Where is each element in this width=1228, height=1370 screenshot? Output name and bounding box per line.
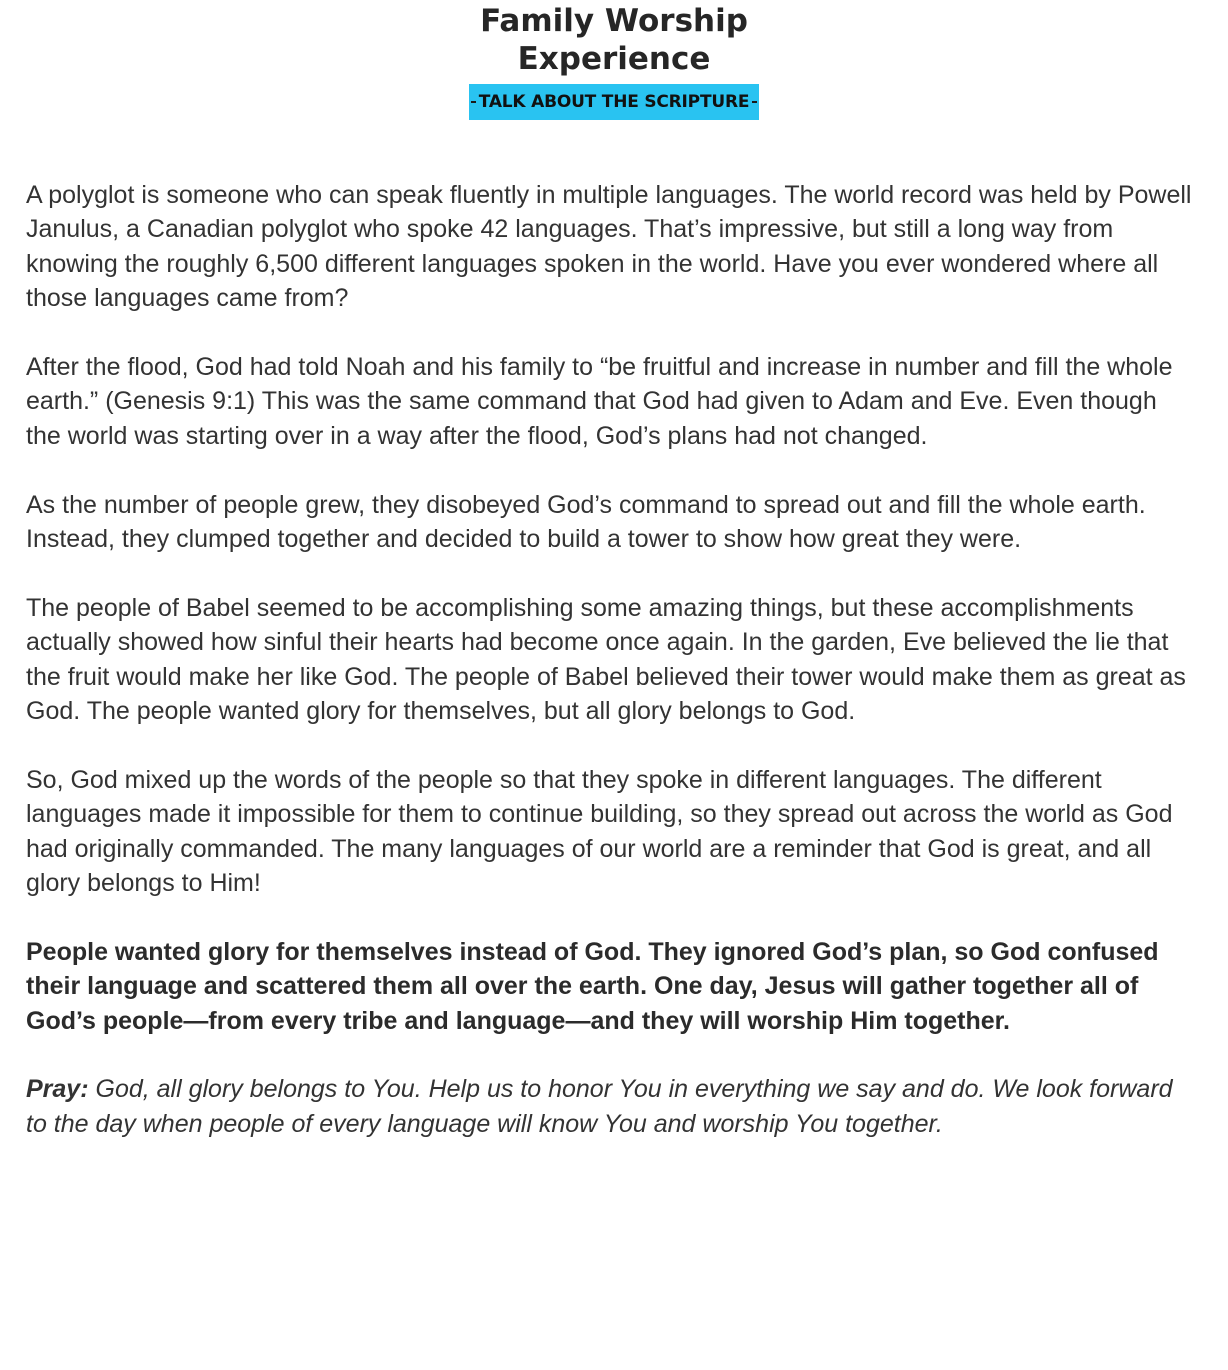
article-body	[26, 178, 1196, 1141]
page-title	[0, 0, 1228, 78]
paragraph-people-grew: As the number of people grew, they disobeyed God’s command to spread out and fill the whole earth. Instead, they clumped together and decided to build a tower to show how great they were.	[26, 490, 1146, 554]
paragraph-languages: So, God mixed up the words of the people so that they spoke in different languages. The different languages made it impossible for them to continue building, so they spread out across the world as God had originally commanded. The many languages of our world are a reminder that God is great, and all glory belongs to Him!	[26, 765, 1173, 898]
paragraph-after-flood: After the flood, God had told Noah and his family to “be fruitful and increase in number and fill the whole earth.” (Genesis 9:1) This was the same command that God had given to Adam and Eve. Even though the world was starting over in a way after the flood, God’s plans had not changed.	[26, 353, 1173, 450]
page-header	[0, 0, 1228, 120]
paragraph-polyglot: A polyglot is someone who can speak fluently in multiple languages. The world record was held by Powell Janulus, a Canadian polyglot who spoke 42 languages. That’s impressive, but still a long way from knowing the roughly 6,500 different languages spoken in the world. Have you ever wondered where all those languages came from?	[26, 181, 1192, 313]
section-badge-wrap	[0, 84, 1228, 120]
prayer-label: Pray:	[26, 1075, 89, 1104]
page-title-line2: Experience	[517, 41, 711, 77]
prayer-paragraph	[26, 1072, 1196, 1141]
page-title-line1: Family Worship	[480, 3, 748, 39]
section-badge-label: TALK ABOUT THE SCRIPTURE	[478, 92, 750, 112]
summary-paragraph: People wanted glory for themselves instead of God. They ignored God’s plan, so God confused their language and scattered them all over the earth. One day, Jesus will gather together all of God’s people—from every tribe and language—and they will worship Him together.	[26, 937, 1159, 1035]
paragraph-babel: The people of Babel seemed to be accomplishing some amazing things, but these accomplishments actually showed how sinful their hearts had become once again. In the garden, Eve believed the lie that the fruit would make her like God. The people of Babel believed their tower would make them as great as God. The people wanted glory for themselves, but all glory belongs to God.	[26, 593, 1186, 726]
prayer-text: God, all glory belongs to You. Help us to honor You in everything we say and do. We look forward to the day when people of every language will know You and worship You together.	[26, 1075, 1173, 1138]
section-badge	[469, 84, 760, 120]
badge-right-dash	[752, 101, 757, 103]
